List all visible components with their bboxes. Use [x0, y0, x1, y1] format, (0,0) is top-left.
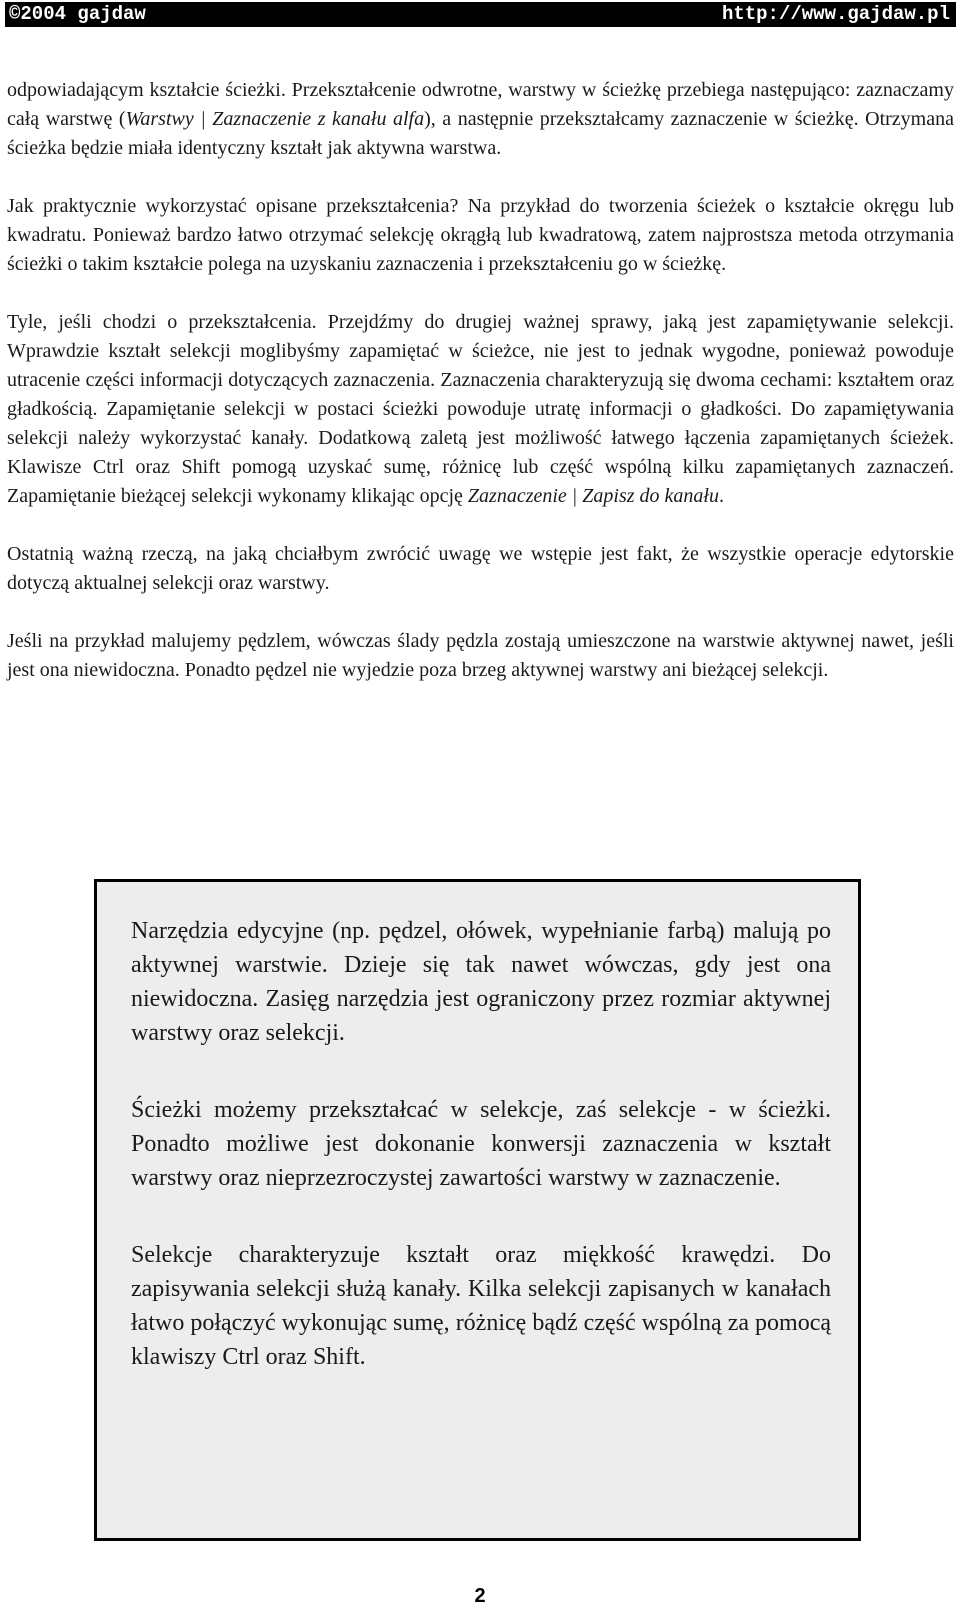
note-path-selection-conversion: Ścieżki możemy przekształcać w selekcje, zaś selekcje - w ścieżki. Ponadto możliwe jest dokonanie konwersji zaznaczenia w kształt warstwy oraz nieprzezroczystej zawartości warstwy w zaznaczenie. [131, 1097, 831, 1191]
note-editing-tools: Narzędzia edycyjne (np. pędzel, ołówek, wypełnianie farbą) malują po aktywnej warstwie. Dzieje się tak nawet wówczas, gdy jest ona niewidoczna. Zasięg narzędzia jest ograniczony przez rozmiar aktywnej warstwy oraz selekcji. [131, 918, 831, 1046]
paragraph-editing-operations [7, 540, 954, 598]
page-number: 2 [474, 1585, 486, 1607]
paragraph-brush-example [7, 627, 954, 685]
paragraph-practical-use [7, 192, 954, 279]
text-run: Tyle, jeśli chodzi o przekształcenia. Przejdźmy do drugiej ważnej sprawy, jaką jest zapamiętywanie selekcji. Wprawdzie kształt selekcji moglibyśmy zapamiętać w ścieżce, nie jest to jednak wygodne, ponieważ powoduje utracenie części informacji dotyczących zaznaczenia. Zaznaczenia charakteryzują się dwoma cechami: kształtem oraz gładkością. Zapamiętanie selekcji w postaci ścieżki powoduje utratę informacji o gładkości. Do zapamiętywania selekcji należy wykorzystać kanały. Dodatkową zaletą jest możliwość łatwego łączenia zapamiętanych ścieżek. Klawisze Ctrl oraz Shift pomogą uzyskać sumę, różnicę lub część wspólną kilku zapamiętanych zaznaczeń. Zapamiętanie bieżącej selekcji wykonamy klikając opcję [7, 311, 954, 507]
text-run: . [718, 485, 724, 507]
paragraph-path-conversion [7, 76, 954, 163]
summary-note-box [94, 879, 861, 1541]
menu-path-layers-alpha: Warstwy | Zaznaczenie z kanału alfa [125, 108, 425, 130]
text-run: odpowiadającym kształcie ścieżki. Przekształcenie odwrotne, warstwy w ścieżkę przebiega następująco: zaznaczamy całą warstwę ( [7, 79, 954, 130]
menu-path-save-to-channel: Zaznaczenie | Zapisz do kanału [467, 485, 719, 507]
text-run: Jeśli na przykład malujemy pędzlem, wówczas ślady pędzla zostają umieszczone na warstwie aktywnej nawet, jeśli jest ona niewidoczna. Ponadto pędzel nie wyjedzie poza brzeg aktywnej warstwy ani bieżącej selekcji. [7, 630, 954, 681]
copyright-text: ©2004 gajdaw [9, 3, 146, 25]
paragraph-saving-selections [7, 308, 954, 511]
body-text [7, 76, 954, 685]
page-header [5, 2, 956, 27]
text-run: ), a następnie przekształcamy zaznaczenie w ścieżkę. Otrzymana ścieżka będzie miała identyczny kształt jak aktywna warstwa. [7, 108, 954, 159]
text-run: Jak praktycznie wykorzystać opisane przekształcenia? Na przykład do tworzenia ścieżek o kształcie okręgu lub kwadratu. Ponieważ bardzo łatwo otrzymać selekcję okrągłą lub kwadratową, zatem najprostsza metoda otrzymania ścieżki o takim kształcie polega na uzyskaniu zaznaczenia i przekształceniu go w ścieżkę. [7, 195, 954, 275]
website-url: http://www.gajdaw.pl [721, 3, 950, 25]
text-run: Ostatnią ważną rzeczą, na jaką chciałbym zwrócić uwagę we wstępie jest fakt, że wszystkie operacje edytorskie dotyczą aktualnej selekcji oraz warstwy. [7, 543, 954, 594]
note-selection-channels: Selekcje charakteryzuje kształt oraz miękkość krawędzi. Do zapisywania selekcji służą kanały. Kilka selekcji zapisanych w kanałach łatwo połączyć wykonując sumę, różnicę bądź część wspólną za pomocą klawiszy Ctrl oraz Shift. [131, 1242, 831, 1370]
summary-note-content [131, 914, 831, 1374]
